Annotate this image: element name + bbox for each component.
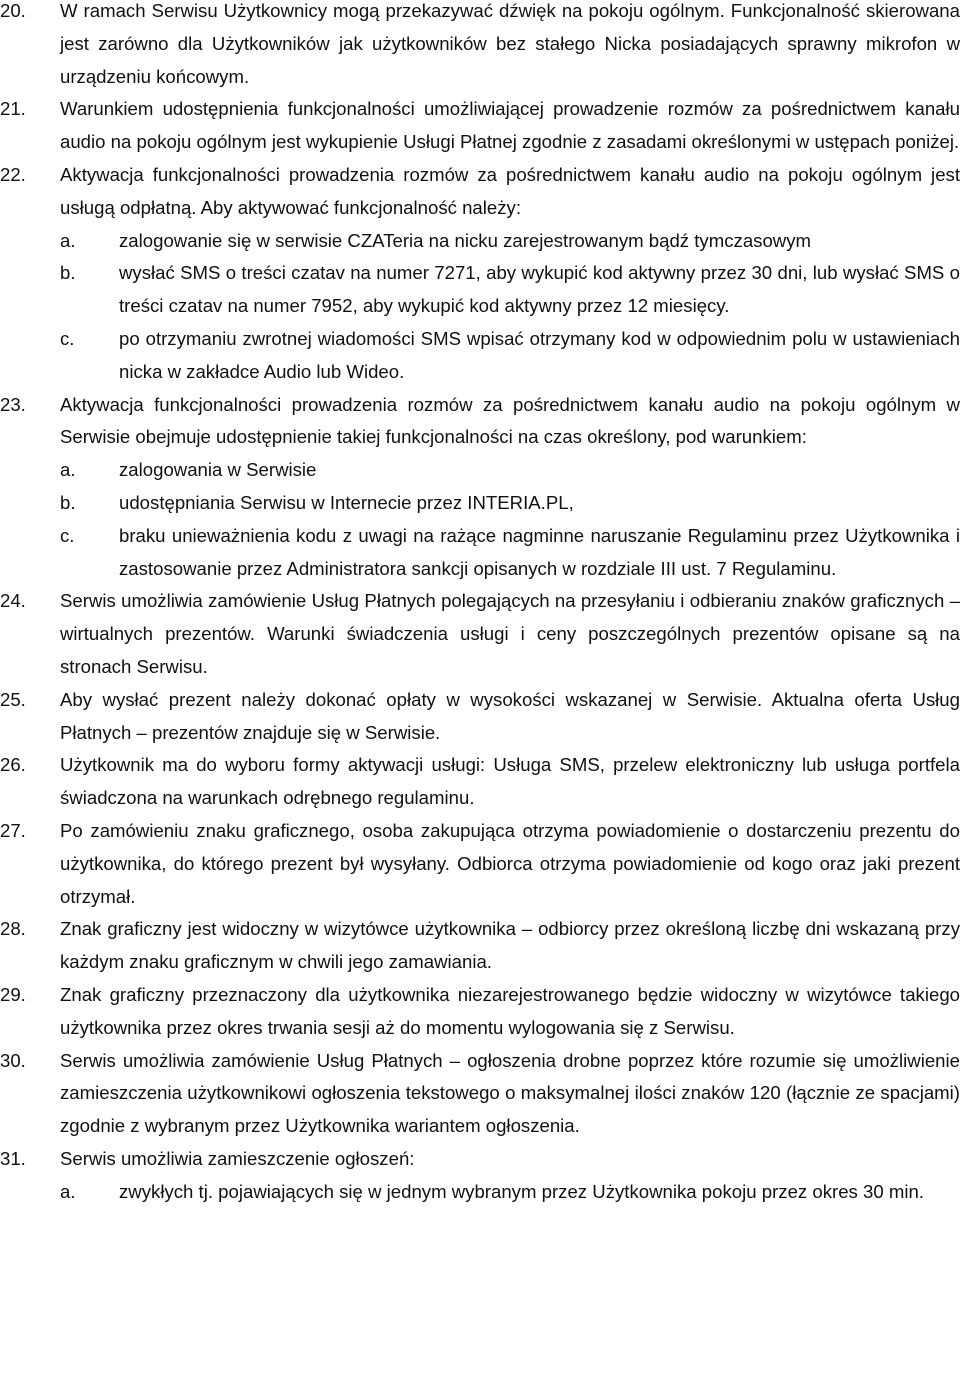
list-item-23b [0, 487, 960, 520]
paragraph-22 [0, 159, 960, 225]
list-item-22b [0, 257, 960, 323]
paragraph-number: 20. [0, 0, 26, 21]
paragraph-26 [0, 749, 960, 815]
list-item-31a [0, 1176, 960, 1209]
list-text: udostępniania Serwisu w Internecie przez INTERIA.PL, [119, 491, 574, 513]
list-item-23c [0, 520, 960, 586]
paragraph-25 [0, 684, 960, 750]
paragraph-text: Znak graficzny jest widoczny w wizytówce użytkownika – odbiorcy przez określoną liczbę dni wskazaną przy każdym znaku graficznym w chwili jego zamawiania. [60, 918, 960, 973]
paragraph-23 [0, 389, 960, 455]
paragraph-number: 31. [0, 1147, 26, 1169]
list-item-23a [0, 454, 960, 487]
list-letter: a. [60, 229, 76, 251]
list-text: po otrzymaniu zwrotnej wiadomości SMS wpisać otrzymany kod w odpowiednim polu w ustawieniach nicka w zakładce Audio lub Wideo. [119, 327, 960, 382]
paragraph-21 [0, 93, 960, 159]
paragraph-text: Warunkiem udostępnienia funkcjonalności umożliwiającej prowadzenie rozmów za pośrednictwem kanału audio na pokoju ogólnym jest wykupienie Usługi Płatnej zgodnie z zasadami określonymi w ustępach poniżej. [60, 98, 960, 153]
paragraph-number: 30. [0, 1049, 26, 1071]
paragraph-text: Serwis umożliwia zamówienie Usług Płatnych polegających na przesyłaniu i odbieraniu znaków graficznych – wirtualnych prezentów. Warunki świadczenia usługi i ceny poszczególnych prezentów opisane są na stronach Serwisu. [60, 590, 960, 677]
paragraph-number: 24. [0, 590, 26, 612]
paragraph-text: Użytkownik ma do wyboru formy aktywacji usługi: Usługa SMS, przelew elektroniczny lub usługa portfela świadczona na warunkach odrębnego regulaminu. [60, 754, 960, 809]
paragraph-24 [0, 585, 960, 683]
paragraph-27 [0, 815, 960, 913]
paragraph-text: Aktywacja funkcjonalności prowadzenia rozmów za pośrednictwem kanału audio na pokoju ogólnym jest usługą odpłatną. Aby aktywować funkcjonalność należy: [60, 163, 960, 218]
paragraph-number: 27. [0, 819, 26, 841]
list-letter: b. [60, 262, 76, 284]
paragraph-text: Znak graficzny przeznaczony dla użytkownika niezarejestrowanego będzie widoczny w wizytówce takiego użytkownika przez okres trwania sesji aż do momentu wylogowania się z Serwisu. [60, 983, 960, 1038]
paragraph-28 [0, 913, 960, 979]
paragraph-text: Serwis umożliwia zamieszczenie ogłoszeń: [60, 1147, 415, 1169]
paragraph-text: W ramach Serwisu Użytkownicy mogą przekazywać dźwięk na pokoju ogólnym. Funkcjonalność skierowana jest zarówno dla Użytkowników jak użytkowników bez stałego Nicka posiadających sprawny mikrofon w urządzeniu końcowym. [60, 0, 960, 87]
paragraph-text: Aktywacja funkcjonalności prowadzenia rozmów za pośrednictwem kanału audio na pokoju ogólnym w Serwisie obejmuje udostępnienie takiej funkcjonalności na czas określony, pod warunkiem: [60, 393, 960, 448]
paragraph-number: 26. [0, 754, 26, 776]
list-text: wysłać SMS o treści czatav na numer 7271, aby wykupić kod aktywny przez 30 dni, lub wysłać SMS o treści czatav na numer 7952, aby wykupić kod aktywny przez 12 miesięcy. [119, 262, 960, 317]
list-letter: a. [60, 1180, 76, 1202]
paragraph-20 [0, 0, 960, 93]
paragraph-number: 23. [0, 393, 26, 415]
paragraph-30 [0, 1045, 960, 1143]
paragraph-number: 29. [0, 983, 26, 1005]
paragraph-29 [0, 979, 960, 1045]
list-letter: c. [60, 524, 75, 546]
paragraph-text: Aby wysłać prezent należy dokonać opłaty w wysokości wskazanej w Serwisie. Aktualna oferta Usług Płatnych – prezentów znajduje się w Serwisie. [60, 688, 960, 743]
list-text: zalogowanie się w serwisie CZATeria na nicku zarejestrowanym bądź tymczasowym [119, 229, 812, 251]
paragraph-number: 22. [0, 163, 26, 185]
list-letter: a. [60, 459, 76, 481]
list-item-22a [0, 225, 960, 258]
list-item-22c [0, 323, 960, 389]
paragraph-text: Po zamówieniu znaku graficznego, osoba zakupująca otrzyma powiadomienie o dostarczeniu prezentu do użytkownika, do którego prezent był wysyłany. Odbiorca otrzyma powiadomienie od kogo oraz jaki prezent otrzymał. [60, 819, 960, 907]
paragraph-31 [0, 1143, 960, 1176]
paragraph-text: Serwis umożliwia zamówienie Usług Płatnych – ogłoszenia drobne poprzez które rozumie się umożliwienie zamieszczenia użytkownikowi ogłoszenia tekstowego o maksymalnej ilości znaków 120 (łącznie ze spacjami) zgodnie z wybranym przez Użytkownika wariantem ogłoszenia. [60, 1049, 960, 1137]
list-text: zwykłych tj. pojawiających się w jednym wybranym przez Użytkownika pokoju przez okres 30 min. [119, 1180, 924, 1202]
list-text: braku unieważnienia kodu z uwagi na rażące nagminne naruszanie Regulaminu przez Użytkownika i zastosowanie przez Administratora sankcji opisanych w rozdziale III ust. 7 Regulaminu. [119, 524, 960, 579]
list-text: zalogowania w Serwisie [119, 459, 317, 481]
list-letter: c. [60, 327, 75, 349]
paragraph-number: 25. [0, 688, 26, 710]
list-letter: b. [60, 491, 76, 513]
paragraph-number: 21. [0, 98, 26, 120]
paragraph-number: 28. [0, 918, 26, 940]
